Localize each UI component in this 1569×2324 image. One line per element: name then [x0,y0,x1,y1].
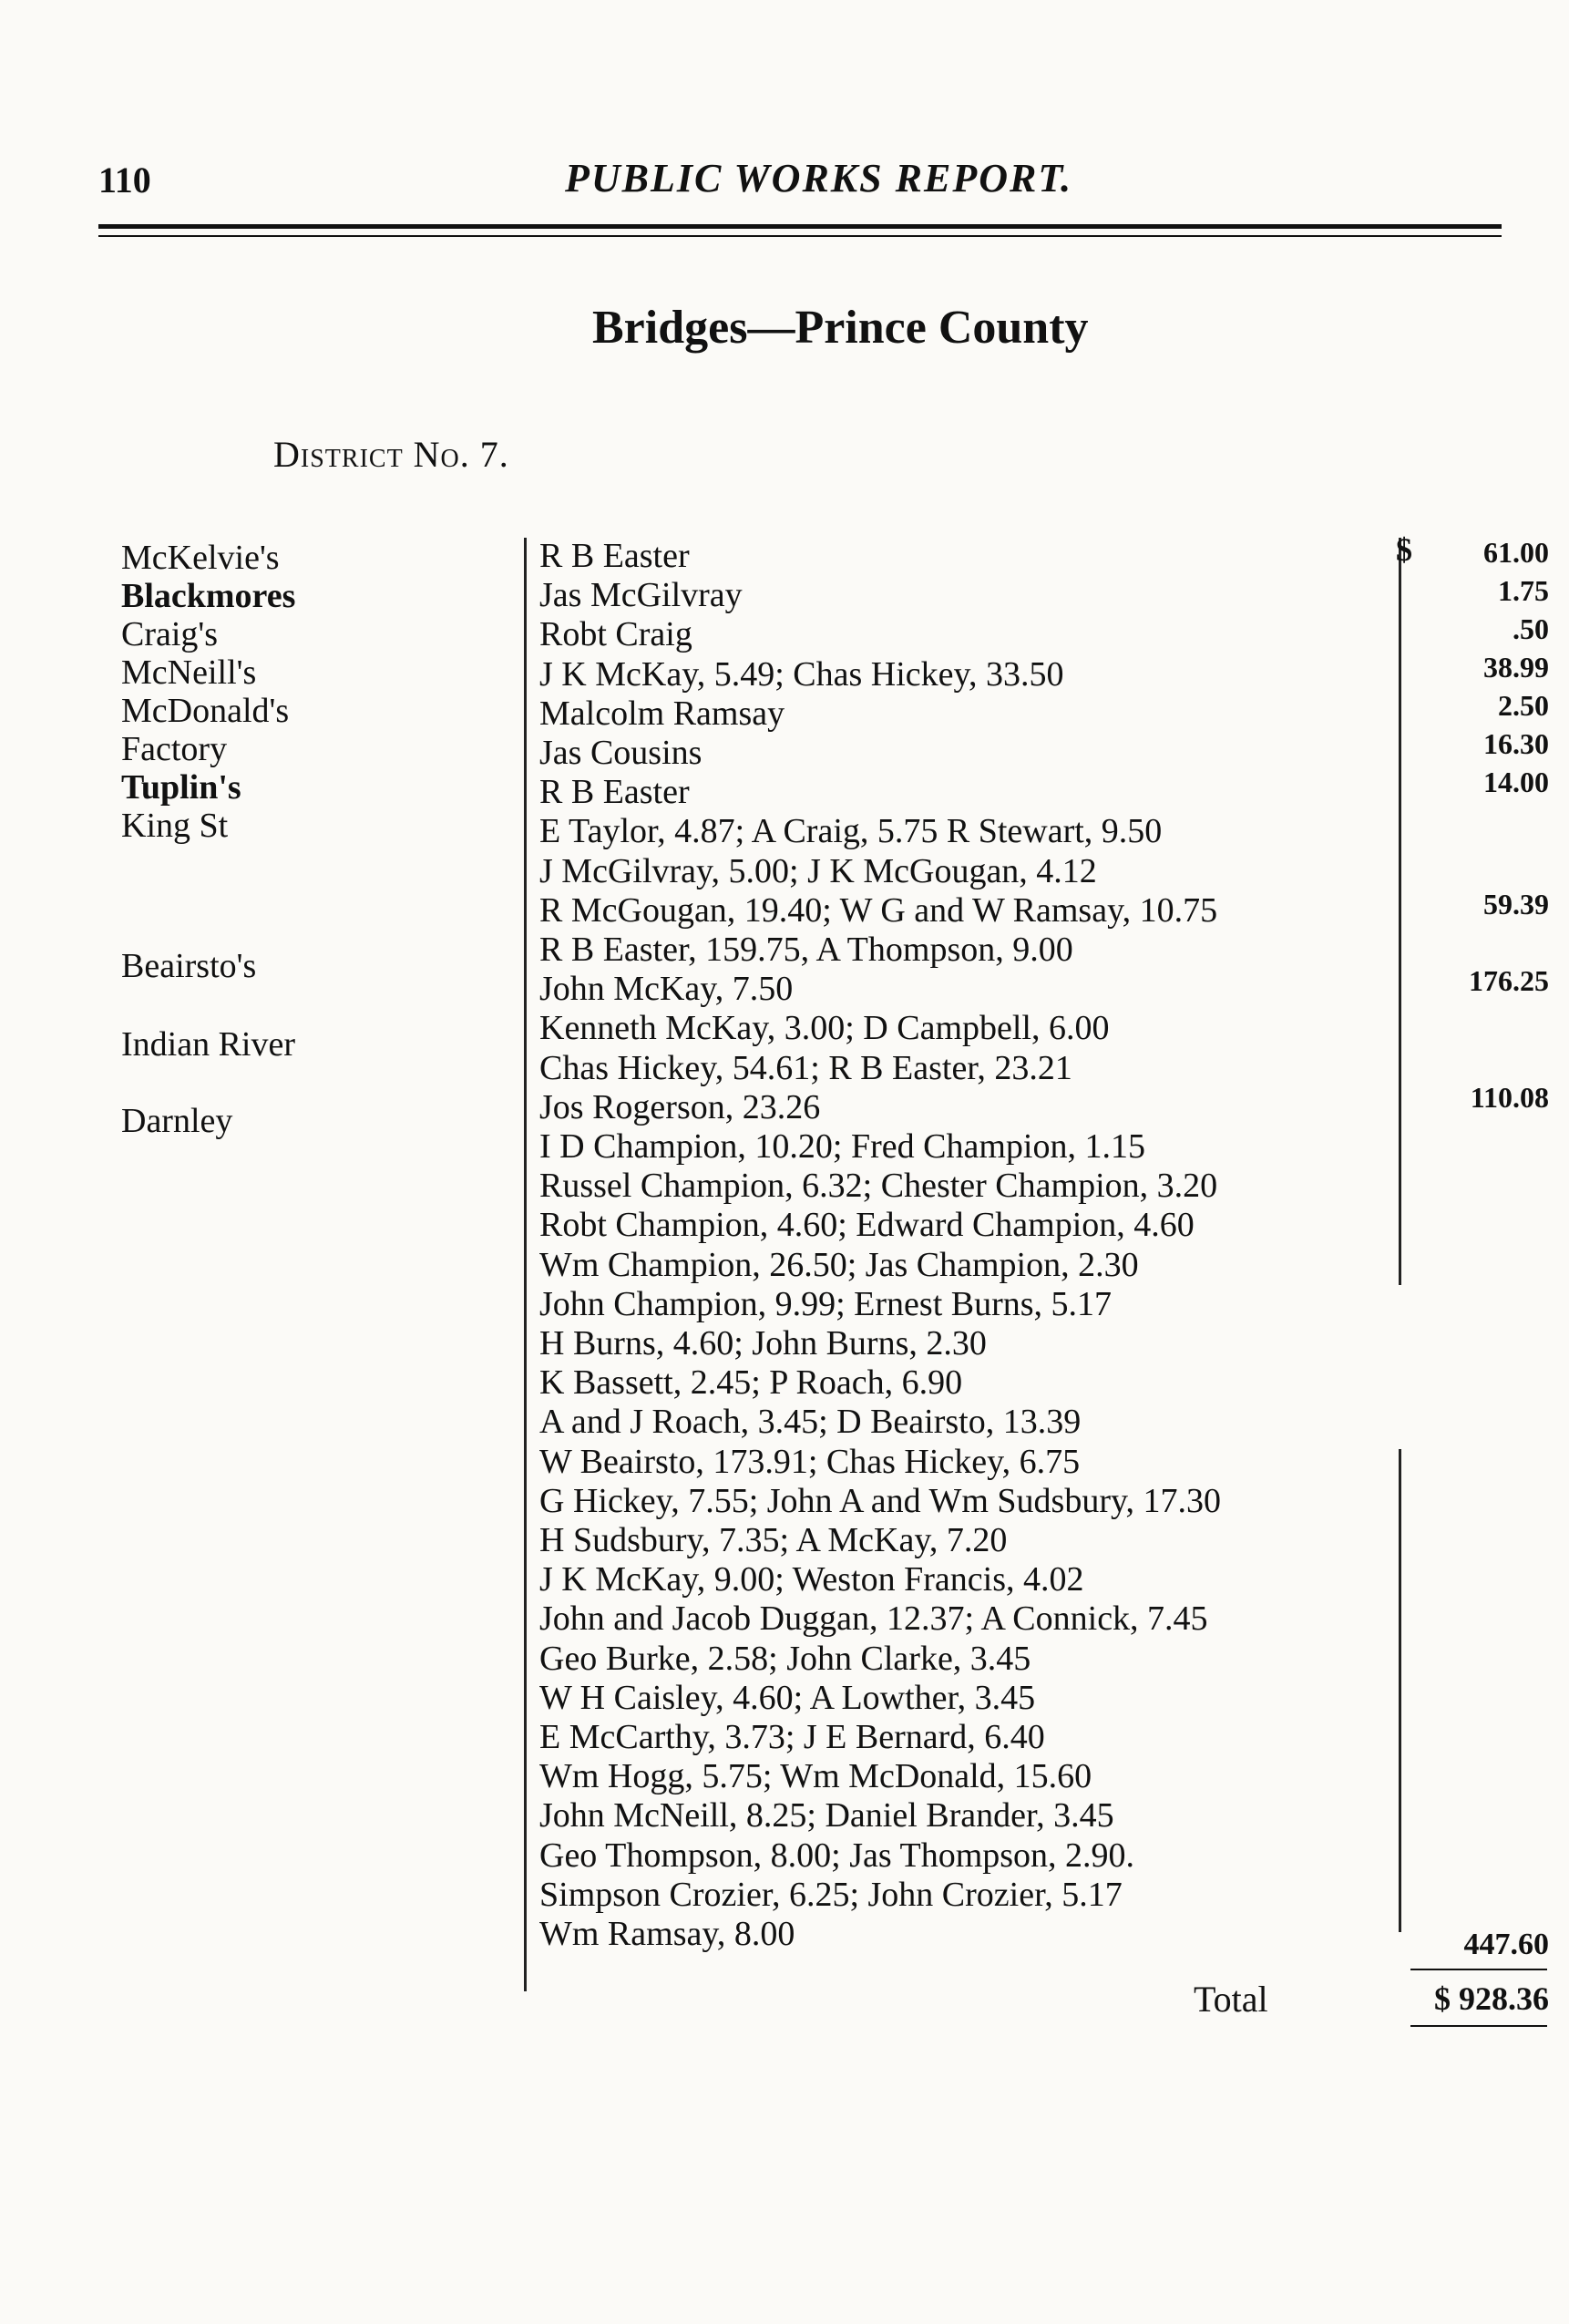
payee-line: R McGougan, 19.40; W G and W Ramsay, 10.75 [539,891,1218,930]
payee-line: A and J Roach, 3.45; D Beairsto, 13.39 [539,1403,1082,1441]
sum-rule [1410,1969,1547,1970]
amount-value: 1.75 [1498,574,1549,607]
payees-column [539,536,1414,1994]
payee-line: Geo Thompson, 8.00; Jas Thompson, 2.90. [539,1836,1135,1875]
amount-value: 110.08 [1470,1081,1549,1114]
subtotal-amount: 447.60 [1463,1928,1549,1961]
payee-line: I D Champion, 10.20; Fred Champion, 1.15 [539,1127,1145,1166]
amount-value: .50 [1513,612,1549,645]
payee-line: J McGilvray, 5.00; J K McGougan, 4.12 [539,852,1097,890]
payee-line: Geo Burke, 2.58; John Clarke, 3.45 [539,1640,1031,1678]
payee-line: Jos Rogerson, 23.26 [539,1088,821,1126]
bridge-name: Factory [121,730,228,768]
payee-line: W Beairsto, 173.91; Chas Hickey, 6.75 [539,1443,1081,1481]
bridge-name: McNeill's [121,653,257,692]
payee-line: G Hickey, 7.55; John A and Wm Sudsbury, 17.30 [539,1482,1222,1520]
payee-line: W H Caisley, 4.60; A Lowther, 3.45 [539,1679,1036,1717]
payee-line: Simpson Crozier, 6.25; John Crozier, 5.17 [539,1876,1123,1914]
payee-line: John and Jacob Duggan, 12.37; A Connick, 7.45 [539,1599,1208,1638]
payee-line: J K McKay, 9.00; Weston Francis, 4.02 [539,1560,1084,1599]
total-label: Total [1194,1979,1268,2020]
payee-line: Wm Ramsay, 8.00 [539,1915,795,1953]
bridge-name: Indian River [121,1025,296,1064]
bridge-name: Darnley [121,1102,233,1140]
dollar-sign: $ [1396,531,1412,568]
bridge-name: Blackmores [121,577,296,615]
payee-line: R B Easter, 159.75, A Thompson, 9.00 [539,931,1073,969]
payee-line: R B Easter [539,537,690,575]
payee-line: J K McKay, 5.49; Chas Hickey, 33.50 [539,655,1064,694]
payee-line: Malcolm Ramsay [539,694,785,733]
payee-line: Robt Champion, 4.60; Edward Champion, 4.60 [539,1206,1195,1244]
bridge-name: Beairsto's [121,947,257,985]
total-amount: $ 928.36 [1434,1980,1549,2017]
payee-line: Robt Craig [539,615,692,653]
header-rule [98,224,1502,229]
payee-line: Jas Cousins [539,734,702,772]
district-heading: District No. 7. [273,434,509,475]
payee-line: John McNeill, 8.25; Daniel Brander, 3.45 [539,1796,1114,1835]
header-rule-thin [98,235,1502,237]
bridge-name: McKelvie's [121,539,280,577]
payee-line: E Taylor, 4.87; A Craig, 5.75 R Stewart, 9.50 [539,812,1163,850]
payee-line: Russel Champion, 6.32; Chester Champion, 3.20 [539,1167,1218,1205]
page-header [0,137,1569,210]
bridge-name: Tuplin's [121,768,241,807]
page-number: 110 [98,159,151,201]
section-title: Bridges—Prince County [592,302,1089,354]
payee-line: Wm Hogg, 5.75; Wm McDonald, 15.60 [539,1757,1092,1795]
amount-value: 59.39 [1483,888,1549,920]
column-divider-right-lower [1399,1449,1401,1932]
payee-line: Chas Hickey, 54.61; R B Easter, 23.21 [539,1049,1072,1087]
payee-line: E McCarthy, 3.73; J E Bernard, 6.40 [539,1718,1045,1756]
payee-line: Jas McGilvray [539,576,743,614]
bridge-name: King St [121,807,229,845]
bridge-names-column [121,538,504,1905]
amount-value: 176.25 [1469,964,1549,997]
amount-value: 38.99 [1483,651,1549,684]
bridge-name: Craig's [121,615,219,653]
total-rule [1410,2025,1547,2027]
amount-value: 61.00 [1483,536,1549,569]
column-divider-right [1399,538,1401,1285]
payee-line: Wm Champion, 26.50; Jas Champion, 2.30 [539,1246,1139,1284]
amount-value: 14.00 [1483,766,1549,798]
column-divider-left [524,538,527,1991]
payee-line: Kenneth McKay, 3.00; D Campbell, 6.00 [539,1009,1110,1047]
payee-line: K Bassett, 2.45; P Roach, 6.90 [539,1363,963,1402]
amount-value: 2.50 [1498,689,1549,722]
payee-line: John McKay, 7.50 [539,970,794,1008]
running-title: PUBLIC WORKS REPORT. [565,156,1073,201]
payee-line: H Sudsbury, 7.35; A McKay, 7.20 [539,1521,1008,1559]
payee-line: John Champion, 9.99; Ernest Burns, 5.17 [539,1285,1113,1323]
payee-line: H Burns, 4.60; John Burns, 2.30 [539,1324,987,1363]
amount-value: 16.30 [1483,727,1549,760]
payee-line: R B Easter [539,773,690,811]
bridge-name: McDonald's [121,692,290,730]
